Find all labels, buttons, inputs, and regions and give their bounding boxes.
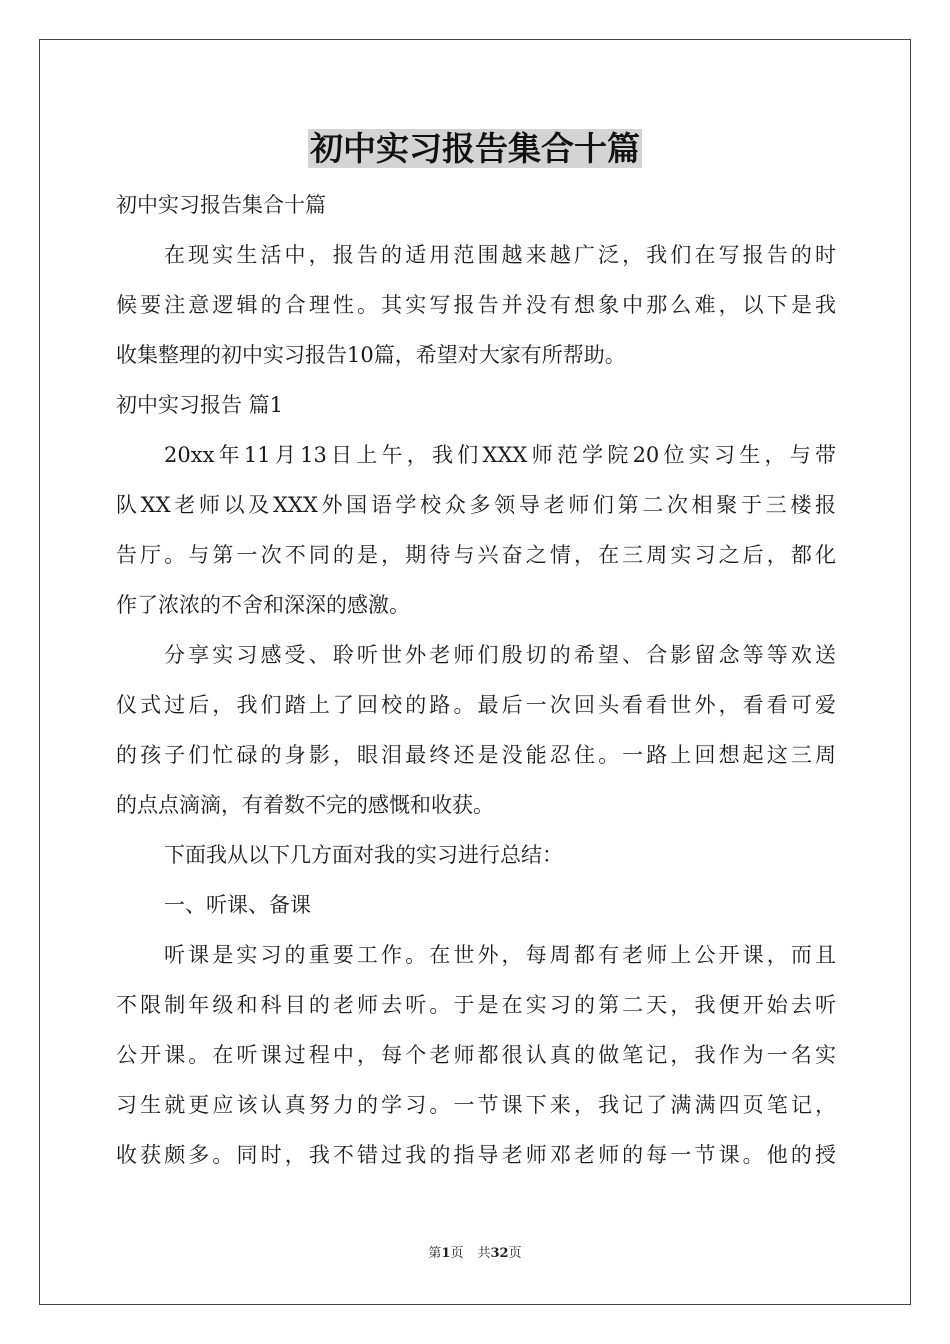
footer-total-suffix: 页 bbox=[508, 1246, 522, 1261]
text-line: 初中实习报告集合十篇 bbox=[116, 193, 326, 217]
text-line: 习生就更应该认真努力的学习。一节课下来，我记了满满四页笔记， bbox=[116, 1093, 836, 1117]
text-line: 初中实习报告 篇1 bbox=[116, 393, 284, 417]
text-line: 不限制年级和科目的老师去听。于是在实习的第二天，我便开始去听 bbox=[116, 993, 836, 1017]
footer-page-suffix: 页 bbox=[450, 1246, 464, 1261]
document-title bbox=[0, 126, 950, 172]
text-line: 收获颇多。同时，我不错过我的指导老师邓老师的每一节课。他的授 bbox=[116, 1143, 836, 1167]
text-line: 20xx年11月13日上午，我们XXX师范学院20位实习生，与带 bbox=[164, 443, 836, 467]
page-footer bbox=[0, 1244, 950, 1264]
footer-total-prefix: 共 bbox=[477, 1246, 491, 1261]
footer-page-prefix: 第 bbox=[428, 1246, 442, 1261]
text-line: 仪式过后，我们踏上了回校的路。最后一次回头看看世外，看看可爱 bbox=[116, 693, 836, 717]
text-line: 的点点滴滴，有着数不完的感慨和收获。 bbox=[116, 793, 494, 817]
text-line: 收集整理的初中实习报告10篇，希望对大家有所帮助。 bbox=[116, 343, 626, 367]
footer-page-current: 1 bbox=[441, 1246, 451, 1261]
text-line: 公开课。在听课过程中，每个老师都很认真的做笔记，我作为一名实 bbox=[116, 1043, 836, 1067]
text-line: 听课是实习的重要工作。在世外，每周都有老师上公开课，而且 bbox=[164, 943, 836, 967]
text-line: 一、听课、备课 bbox=[164, 893, 311, 917]
text-line: 在现实生活中，报告的适用范围越来越广泛，我们在写报告的时 bbox=[164, 243, 836, 267]
document-body bbox=[116, 180, 836, 1180]
text-line: 告厅。与第一次不同的是，期待与兴奋之情，在三周实习之后，都化 bbox=[116, 543, 836, 567]
text-line: 分享实习感受、聆听世外老师们殷切的希望、合影留念等等欢送 bbox=[164, 643, 836, 667]
text-line: 的孩子们忙碌的身影，眼泪最终还是没能忍住。一路上回想起这三周 bbox=[116, 743, 836, 767]
text-line: 作了浓浓的不舍和深深的感激。 bbox=[116, 593, 410, 617]
text-line: 下面我从以下几方面对我的实习进行总结： bbox=[164, 843, 563, 867]
text-line: 队XX老师以及XXX外国语学校众多领导老师们第二次相聚于三楼报 bbox=[116, 493, 836, 517]
document-title-text: 初中实习报告集合十篇 bbox=[310, 129, 640, 168]
footer-page-total: 32 bbox=[490, 1246, 509, 1261]
text-line: 候要注意逻辑的合理性。其实写报告并没有想象中那么难，以下是我 bbox=[116, 293, 836, 317]
